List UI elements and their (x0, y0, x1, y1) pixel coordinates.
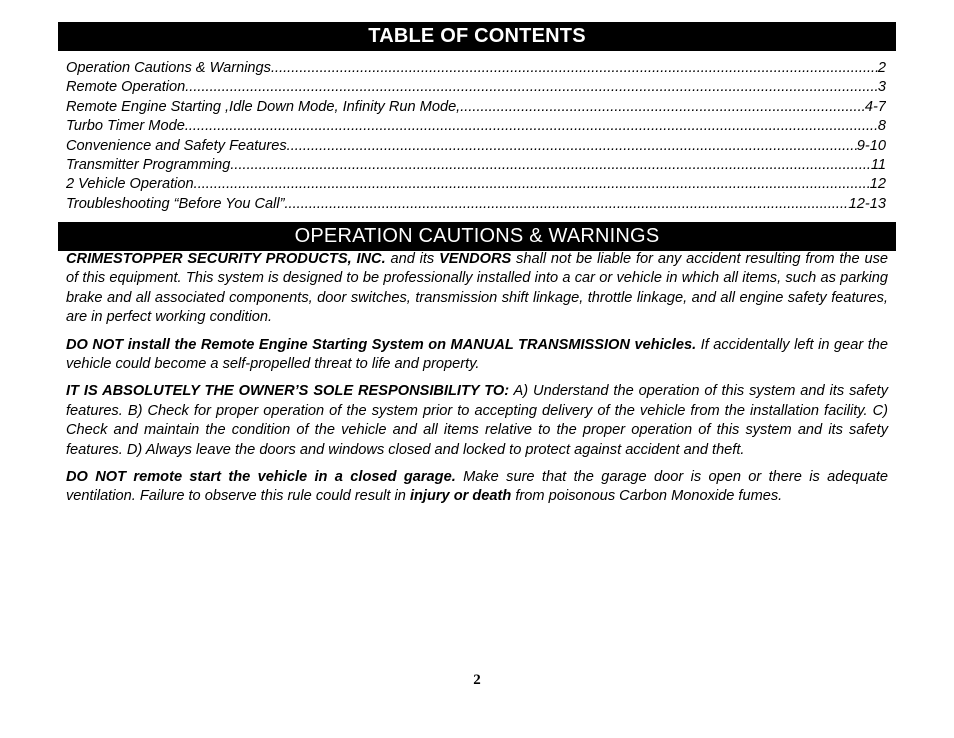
toc-entry-page: 8 (877, 118, 886, 135)
manual-transmission-warning (66, 336, 888, 375)
toc-entry (66, 117, 886, 136)
paragraph-text: If accidentally left in gear the vehicle could become a self-propelled threat to life and property. (66, 336, 888, 373)
toc-entry (66, 98, 886, 117)
toc-header (58, 22, 896, 51)
toc-leader (185, 78, 878, 97)
toc-entry-page: 2 (877, 60, 886, 76)
toc-entry-title: Troubleshooting “Before You Call” (66, 195, 285, 212)
toc-entry-title: Convenience and Safety Features (66, 137, 287, 154)
toc-entry (66, 175, 886, 194)
paragraph-text: from poisonous Carbon Monoxide fumes. (511, 488, 783, 505)
toc-entry-page: 9-10 (856, 137, 886, 154)
toc-leader (230, 156, 870, 175)
toc-leader (460, 98, 865, 117)
warnings-header (58, 222, 896, 251)
toc-entry-title: 2 Vehicle Operation (66, 176, 194, 193)
toc-entry (66, 59, 886, 78)
toc-entry-page: 12 (869, 176, 886, 193)
warnings-body (66, 250, 888, 515)
toc-entry-title: Remote Operation (66, 79, 186, 96)
toc-entry-page: 11 (870, 157, 886, 174)
toc-leader (271, 59, 878, 78)
toc-entry-page: 3 (877, 79, 886, 96)
paragraph-text: and its (385, 251, 440, 267)
toc-entry-title: Transmitter Programming (66, 157, 231, 174)
page-number: 2 (473, 672, 481, 688)
toc-entry-page: 12-13 (848, 195, 886, 212)
injury-emphasis: injury or death (409, 488, 512, 505)
toc-entry (66, 156, 886, 175)
toc-entry (66, 78, 886, 97)
toc-leader (194, 175, 870, 194)
toc-entry-page: 4-7 (864, 98, 886, 115)
toc-leader (287, 137, 857, 156)
toc-title: TABLE OF CONTENTS (368, 25, 586, 47)
toc-entry (66, 195, 886, 214)
garage-warning (66, 468, 888, 507)
owner-responsibility-paragraph (66, 382, 888, 460)
toc-entry-title: Remote Engine Starting ,Idle Down Mode, Infinity Run Mode, (66, 98, 461, 115)
vendors-label: VENDORS (439, 251, 512, 267)
liability-paragraph (66, 250, 888, 328)
warning-heading: IT IS ABSOLUTELY THE OWNER’S SOLE RESPONSIBILITY TO: (66, 383, 510, 400)
company-name: CRIMESTOPPER SECURITY PRODUCTS, INC. (66, 251, 386, 267)
warnings-title: OPERATION CAUTIONS & WARNINGS (294, 225, 660, 247)
warning-heading: DO NOT install the Remote Engine Starting System on MANUAL TRANSMISSION vehicles. (66, 336, 697, 353)
warning-heading: DO NOT remote start the vehicle in a closed garage. (66, 469, 456, 486)
toc-leader (285, 195, 849, 214)
paragraph-text: shall not be liable for any accident resulting from the use of this equipment. This system is designed to be professionally installed into a car or vehicle in which all items, such as parking brake and all associated components, door switches, transmission shift linkage, throttle linkage, and all engine safety features, are in perfect working condition. (66, 251, 888, 326)
paragraph-text: A) Understand the operation of this system and its safety features. B) Check for proper operation of the system prior to accepting delivery of the vehicle from the installation facility. C) Check and maintain the condition of the vehicle and all items relative to the proper operation of this system and its safety features. D) Always leave the doors and windows closed and locked to protect against accident and theft. (66, 383, 889, 458)
toc-entry-title: Operation Cautions & Warnings (66, 60, 271, 76)
toc-entry (66, 137, 886, 156)
toc-list (66, 59, 886, 214)
toc-entry-title: Turbo Timer Mode (66, 118, 185, 135)
toc-leader (185, 117, 878, 136)
paragraph-text: Make sure that the garage door is open or there is adequate ventilation. Failure to observe this rule could result in (66, 469, 888, 505)
